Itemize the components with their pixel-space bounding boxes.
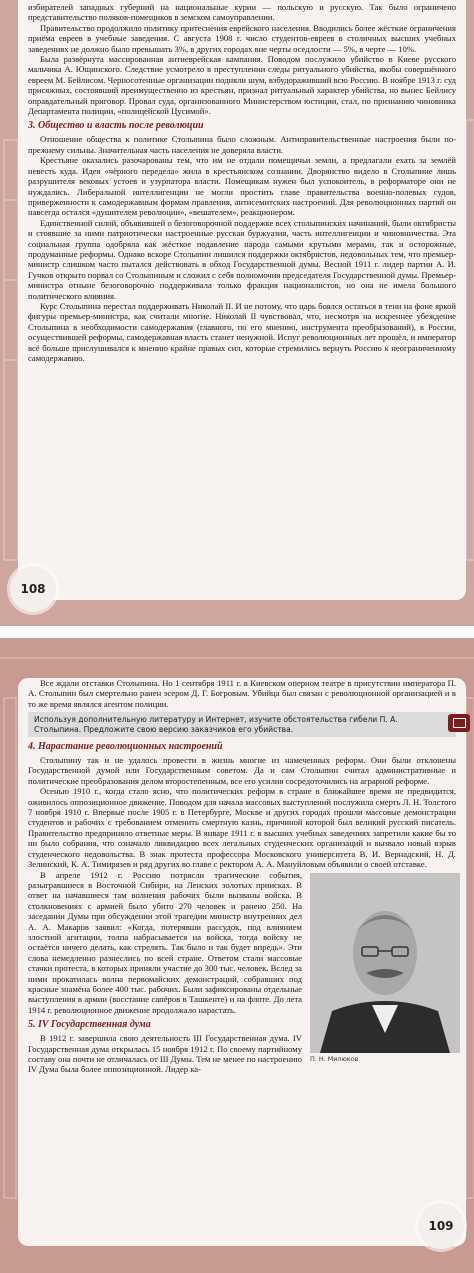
paragraph: Курс Столыпина перестал поддерживать Николай II. И не потому, что царь боялся остаться в тени на фоне яркой фигуры премьер-министра, как считали многие. Николай II чувствовал, что, несмотря на искреннее убеждение Столыпина в необходимости самодержавия (главного, по его мнению, инструмента преобразований), в России, осуществившей реформы, самодержавная власть станет ненужной. Испуг революционных лет прошёл, и император всё больше прислушивался к мнению крайне правых сил, которые стремились вернуть Россию к неограниченному самодержавию.: [28, 300, 456, 363]
paragraph: Отношение общества к политике Столыпина было сложным. Антиправительственные настроения были по-прежнему сильны. Значительная часть населения не доверяла власти.: [28, 134, 456, 155]
paragraph: Столыпину так и не удалось провести в жизнь многие из намеченных реформ. Они были отклонены Государственной думой или Государственным советом. Да и сам Столыпин считал административные и политические преобразования делом второстепенным, все его усилия сосредоточились на аграрной реформе.: [28, 755, 456, 786]
paragraph: В апреле 1912 г. Россию потрясли трагические события, разыгравшиеся в Восточной Сибири, на Ленских золотых приисках. В ответ на начавшиеся там волнения рабочих были вызваны войска. В столкновениях с армией было убито 270 человек и ранено 250. На заседании Думы при обсуждении этой трагедии министр внутренних дел А. А. Макаров заявил: «Когда, потерявши рассудок, под влиянием злостной агитации, толпа набрасывается на войска, тогда войску не остаётся ничего делать, как стрелять. Так было и так будет впредь». Эти слова немедленно разнеслись по всей стране. Ответом стали массовые стачки протеста, в которых приняли участие до 300 тыс. человек. Вслед за ними прокатилась волна первомайских демонстраций, собравших под красные знамёна более 400 тыс. рабочих. Были зафиксированы отдельные выступления в армии (восстание сапёров в Ташкенте) и на флоте. До лета 1914 г. революционное движение продолжало нарастать.: [28, 869, 302, 1015]
paragraph: Все ждали отставки Столыпина. Но 1 сентября 1911 г. в Киевском оперном театре в присутствии императора П. А. Столыпин был смертельно ранен эсером Д. Г. Богровым. Убийца был связан с революционной организацией и в то же время являлся агентом полиции.: [28, 678, 456, 709]
section-heading: 3. Общество и власть после революции: [28, 120, 204, 132]
task-box: [28, 712, 456, 737]
paragraph: Осенью 1910 г., когда стало ясно, что политических реформ в стране в ближайшее время не предвидится, оживилось оппозиционное движение. Поводом для начала массовых выступлений послужила смерть Л. Н. Толстого 7 ноября 1910 г. Впервые после 1905 г. в Петербурге, Москве и других городах прошли массовые демонстрации студентов и рабочих с требованием отменить смертную казнь, причиной которой был великий русский писатель. Правительство предприняло ответные меры. В январе 1911 г. в высших учебных заведениях запретили какие бы то ни было собрания, что означало ликвидацию всех легальных студенческих организаций и вызвало новый взрыв студенческого недовольства. В знак протеста профессора Московского университета В. И. Вернадский, Н. Д. Зелинский, К. А. Тимирязев и ряд других во главе с ректором А. А. Мануйловым объявили о своей отставке.: [28, 786, 456, 870]
text-panel: [18, 678, 466, 1246]
portrait-image: [310, 873, 460, 1053]
page-gap: [0, 626, 474, 638]
portrait-caption: П. Н. Милюков: [310, 1054, 359, 1063]
portrait-photo: [310, 873, 460, 1053]
paragraph: Крестьяне оказались разочарованы тем, что им не отдали помещичьи земли, а предлагали ехать за землёй невесть куда. Идея «чёрного передела» жила в крестьянском сознании. Дворянство видело в Столыпине лишь разрушителя вековых устоев и узурпатора власти. Помещикам нужен был успокоитель, в реформаторе они не нуждались. Либеральной интеллигенции не могли простить главе правительства военно-полевых судов, приверженности к самодержавным формам правления, антисемитских настроений. Для революционных партий он навсегда остался «душителем революции», «вешателем», реакционером.: [28, 155, 456, 218]
page-number: 109: [418, 1203, 464, 1249]
task-text: Используя дополнительную литературу и Интернет, изучите обстоятельства гибели П. А. Столыпина. Предложите свою версию заказчиков его убийства.: [34, 715, 398, 734]
page-number: 108: [10, 566, 56, 612]
paragraph: избирателей западных губерний на национальные курии — польскую и русскую. Так было ограничено представительство поляков-помещиков в земском самоуправлении.: [28, 2, 456, 23]
paragraph: Правительство продолжило политику притеснения еврейского населения. Вводились более жёсткие ограничения приёма евреев в учебные заведения. С августа 1908 г. число студентов-евреев в столичных высших учебных заведениях не должно было превышать 3%, в других городах вне черты оседлости — 5%, в черте — 10%.: [28, 22, 456, 54]
computer-monitor-icon: [448, 714, 470, 732]
text-panel: [18, 0, 466, 600]
section-heading: 4. Нарастание революционных настроений: [28, 741, 223, 753]
section-heading: 5. IV Государственная дума: [28, 1019, 151, 1031]
portrait-figure: [310, 873, 460, 1063]
paragraph: Была развёрнута массированная антиеврейская кампания. Поводом послужило убийство в Киеве русского мальчика А. Ющинского. Следствие усмотрело в преступлении следы ритуального убийства, якобы совершённого евреем М. Бейлисом. Черносотенные организации подняли шум, взбудораживший всю Россию. В ноябре 1913 г. суд присяжных, состоявший преимущественно из крестьян, признал ритуальный характер убийства, но вынес Бейлису оправдательный приговор. Провал суда, организованного Министерством юстиции, стал, по признанию чиновника Департамента полиции, «полицейской Цусимой».: [28, 54, 456, 117]
page-108: [0, 0, 474, 626]
paragraph: В 1912 г. завершила свою деятельность III Государственная дума. IV Государственная дума открылась 15 ноября 1912 г. По своему партийному составу она почти не отличалась от III Думы. Тем не менее по настроению IV Дума была более оппозиционной. Лидер ка-: [28, 1033, 302, 1075]
paragraph: Единственной силой, объявившей о безоговорочной поддержке всех столыпинских начинаний, были октябристы и стоявшие за ними патриотически настроенные русская буржуазия, часть интеллигенции и чиновничества. Эта социальная группа одобряла как жёсткое подавление народа самыми крутыми мерами, так и осторожные, продуманные реформы. Однако вскоре Столыпин лишился поддержки октябристов, недовольных тем, что премьер-министр слишком часто пытался действовать в обход Государственной думы. Весной 1911 г. лидер партии А. И. Гучков открыто порвал со Столыпиным и сложил с себя полномочия председателя Государственной думы. Премьер-министра отныне безоговорочно поддерживала только фракция националистов, но она не имела большого политического влияния.: [28, 217, 456, 301]
page-109: [0, 638, 474, 1273]
